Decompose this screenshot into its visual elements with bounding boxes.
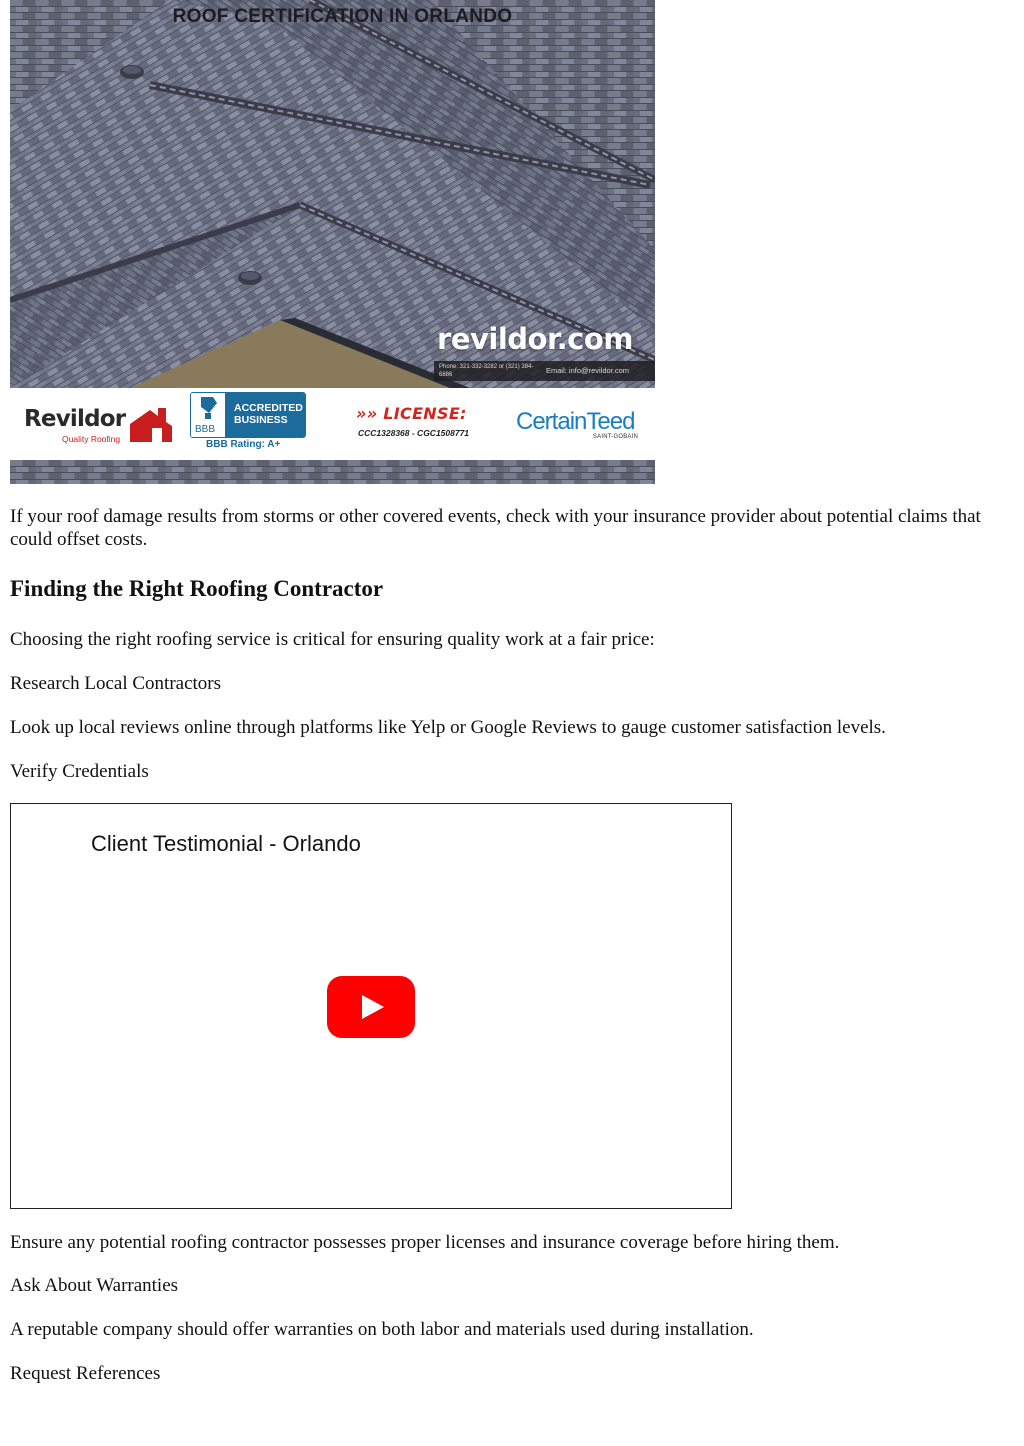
hero-contact-bar: [434, 361, 655, 381]
warranty-heading: Ask About Warranties: [10, 1275, 179, 1296]
license-label-text: LICENSE:: [383, 404, 467, 423]
bbb-torch-shape: [191, 393, 225, 423]
certainteed-sub: SAINT-GOBAIN: [592, 434, 638, 440]
references-heading: Request References: [10, 1363, 161, 1384]
revildor-name: Revildor: [24, 406, 126, 432]
hero-banner-image: [10, 0, 655, 484]
hero-phone: Phone: 321-332-3282 or (321) 384-6886: [439, 364, 534, 378]
revildor-logo: [24, 406, 174, 446]
bbb-torch-icon: [191, 393, 225, 437]
intro-paragraph: Choosing the right roofing service is critical for ensuring quality work at a fair price:: [10, 629, 655, 650]
logo-strip: [10, 388, 655, 460]
research-paragraph: Look up local reviews online through platforms like Yelp or Google Reviews to gauge customer satisfaction levels.: [10, 717, 886, 738]
license-badge: [356, 404, 486, 444]
license-numbers: CCC1328368 - CGC1508771: [358, 428, 470, 438]
bbb-logo: [190, 392, 304, 456]
license-label: »» LICENSE:: [356, 404, 467, 423]
hero-domain: revildor.com: [437, 322, 633, 356]
bbb-short-label: BBB: [195, 424, 216, 435]
bbb-badge: [190, 392, 306, 438]
certainteed-logo: [516, 408, 646, 448]
revildor-house-icon: [128, 406, 174, 446]
bbb-rating: BBB Rating: A+: [206, 439, 281, 450]
video-title[interactable]: Client Testimonial - Orlando: [91, 831, 361, 856]
research-heading: Research Local Contractors: [10, 673, 222, 694]
section-heading: Finding the Right Roofing Contractor: [10, 576, 384, 601]
verify-paragraph: Ensure any potential roofing contractor possesses proper licenses and insurance coverage before hiring them.: [10, 1232, 840, 1253]
certainteed-name: CertainTeed: [516, 408, 635, 435]
bbb-accredited-label: ACCREDITED BUSINESS: [225, 393, 305, 437]
hero-email: Email: info@revildor.com: [546, 366, 630, 375]
youtube-play-icon[interactable]: [327, 976, 415, 1038]
hero-title: ROOF CERTIFICATION IN ORLANDO: [172, 6, 513, 27]
verify-heading: Verify Credentials: [10, 761, 149, 782]
roof-shingles-strip: [10, 460, 655, 484]
video-embed[interactable]: [10, 803, 732, 1209]
warranty-paragraph: A reputable company should offer warranties on both labor and materials used during installation.: [10, 1319, 754, 1340]
revildor-tagline: Quality Roofing: [62, 434, 121, 444]
insurance-paragraph: If your roof damage results from storms or other covered events, check with your insurance provider about potential claims that could offset costs.: [10, 506, 981, 550]
